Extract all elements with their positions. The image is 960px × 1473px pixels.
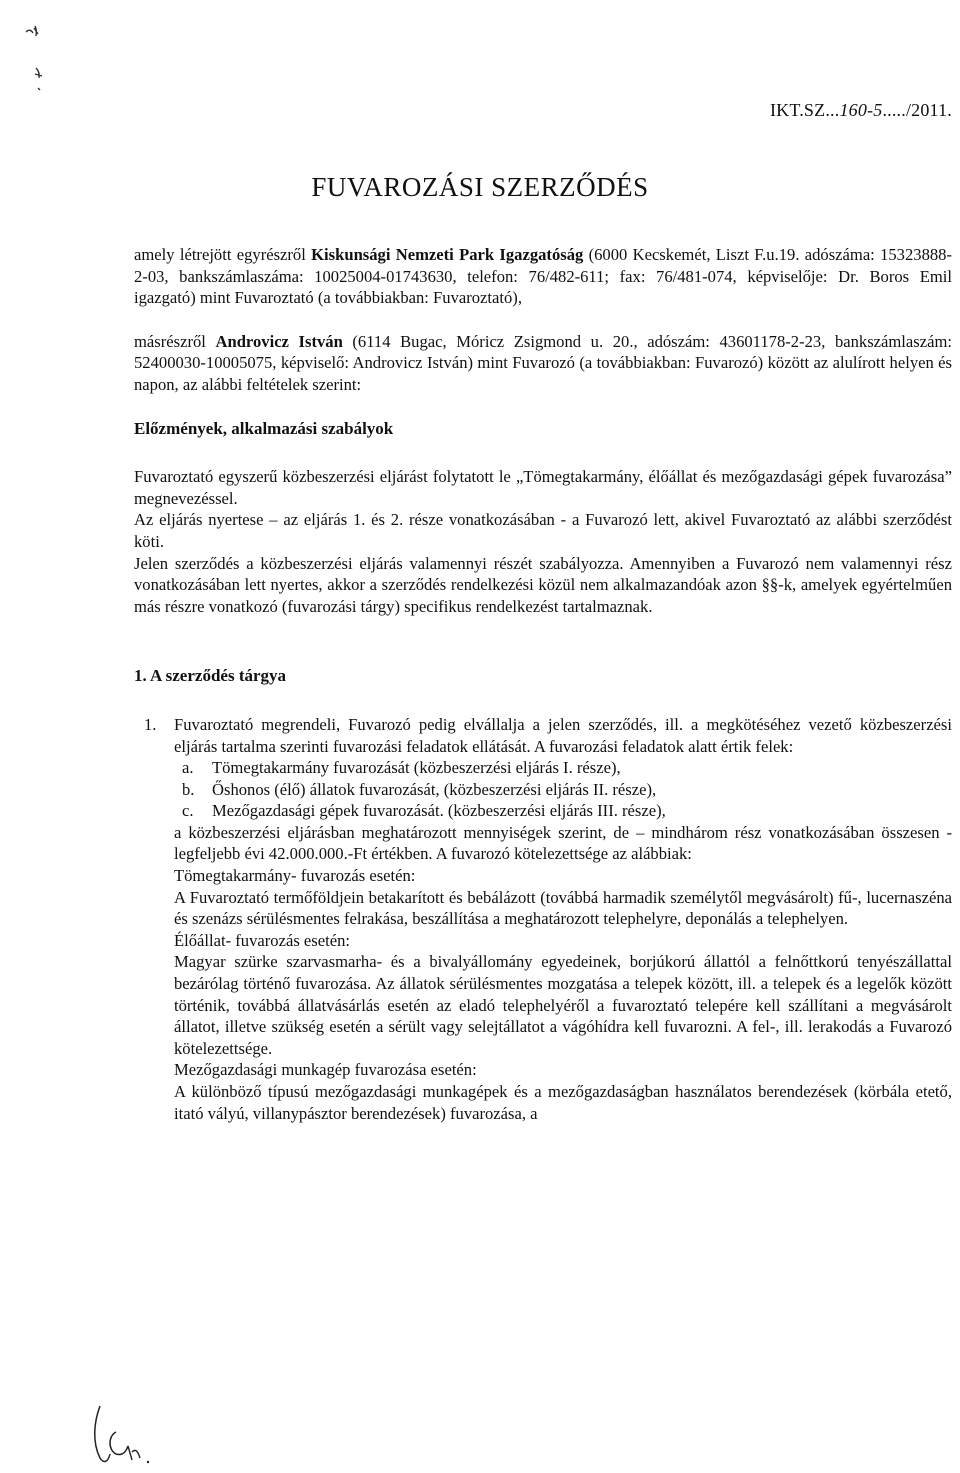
ref-dots-right: ..... [882, 100, 906, 120]
list-letter: b. [182, 779, 195, 799]
handwritten-initials [86, 1402, 156, 1468]
after-list-paragraph: a közbeszerzési eljárásban meghatározott mennyiségek szerint, de – mindhárom rész vonatkozásában összesen - legfeljebb évi 42.000.000.-Ft értékben. A fuvarozó kötelezettsége az alábbiak: [174, 822, 952, 864]
pen-mark-top-left [22, 18, 52, 98]
section-heading-preliminaries: Előzmények, alkalmazási szabályok [134, 418, 394, 438]
preliminaries-paragraph-1: Fuvaroztató egyszerű közbeszerzési eljárást folytatott le „Tömegtakarmány, élőállat és mezőgazdasági gépek fuvarozása” megnevezéssel. [134, 467, 952, 508]
party-2-name: Androvicz István [215, 331, 343, 351]
registration-number [700, 100, 952, 121]
list-item-text: Őshonos (élő) állatok fuvarozását, (közbeszerzési eljárás II. része), [212, 779, 657, 799]
intro-p2-rest: (6114 Bugac, Móricz Zsigmond u. 20., adószám: 43601178-2-23, bankszámlaszám: 52400030-10005075, képviselő: Androvicz István) mint Fuvarozó (a továbbiakban: Fuvarozó) között az alulírott helyen és napon, az alábbi feltételek szerint: [134, 331, 952, 394]
subheading-livestock: Élőállat- fuvarozás esetén: [174, 930, 350, 950]
preliminaries-paragraph-3: Jelen szerződés a közbeszerzési eljárás valamennyi részét szabályozza. Amennyiben a Fuvarozó nem valamennyi rész vonatkozásában lett nyertes, akkor a szerződés rendelkezési közül nem alkalmazandóak azon §§-k, amelyek egyértelműen más részre vonatkozó (fuvarozási tárgy) specifikus rendelkezést tartalmaznak. [134, 553, 952, 616]
list-item [182, 779, 952, 801]
ref-suffix: /2011. [905, 100, 952, 120]
item-number: 1. [144, 714, 157, 734]
list-item-text: Mezőgazdasági gépek fuvarozását. (közbeszerzési eljárás III. része), [212, 801, 666, 821]
ref-prefix: IKT.SZ. [769, 100, 831, 120]
list-letter: c. [182, 801, 194, 821]
subject-list [134, 714, 952, 757]
intro-p2-lead: másrészről [134, 331, 216, 351]
intro-paragraph-1 [134, 244, 952, 309]
ref-handwritten: 160-5 [839, 100, 883, 120]
subheading-forage: Tömegtakarmány- fuvarozás esetén: [174, 866, 416, 886]
intro-p1-lead: amely létrejött egyrészről [134, 245, 312, 264]
subject-item-1 [144, 714, 952, 757]
livestock-paragraph: Magyar szürke szarvasmarha- és a bivalyállomány egyedeinek, borjúkorú állattól a felnőttkorú tenyészállattal bezárólag történő fuvarozása. Az állatok sérülésmentes mozgatása a telepek között, ill. a telepek és a legelők között történik, továbbá állatvásárlás esetén az eladó telephelyéről a fuvaroztató telepére kell szállítani a megvásárolt állatot, illetve szükség esetén a sérült vagy selejtállatot a vágóhídra kell fuvarozni. A fel-, ill. lerakodás a Fuvarozó kötelezettsége. [174, 952, 952, 1058]
intro-paragraph-2 [134, 331, 952, 396]
party-1-name: Kiskunsági Nemzeti Park Igazgatóság [311, 245, 584, 264]
list-item [182, 757, 952, 779]
forage-paragraph: A Fuvaroztató termőföldjein betakarított és bebálázott (továbbá harmadik személytől megvásárolt) fű-, lucernaszéna és szenázs sérülésmentes felrakása, beszállítása a meghatározott telephelyre, deponálás a telephelyen. [174, 887, 952, 929]
document-title: FUVAROZÁSI SZERZŐDÉS [311, 172, 649, 202]
intro-p1-rest: (6000 Kecskemét, Liszt F.u.19. adószáma: 15323888-2-03, bankszámlaszáma: 10025004-01743630, telefon: 76/482-611; fax: 76/481-074, képviselője: Dr. Boros Emil igazgató) mint Fuvaroztató (a továbbiakban: Fuvaroztató), [134, 245, 952, 308]
document-body [134, 244, 952, 1124]
list-letter: a. [182, 758, 194, 778]
list-item-text: Tömegtakarmány fuvarozását (közbeszerzési eljárás I. része), [212, 758, 621, 778]
subheading-machinery: Mezőgazdasági munkagép fuvarozása esetén: [174, 1060, 477, 1080]
transport-types-list [134, 757, 952, 822]
obligations-block [134, 822, 952, 1124]
item-1-text: Fuvaroztató megrendeli, Fuvarozó pedig elvállalja a jelen szerződés, ill. a megkötéséhez vezető közbeszerzési eljárás tartalma szerinti fuvarozási feladatok ellátását. A fuvarozási feladatok alatt értik felek: [174, 714, 952, 756]
list-item [182, 800, 952, 822]
preliminaries-paragraph-2: Az eljárás nyertese – az eljárás 1. és 2. része vonatkozásában - a Fuvarozó lett, akivel Fuvaroztató az alábbi szerződést köti. [134, 510, 952, 551]
machinery-paragraph: A különböző típusú mezőgazdasági munkagépek és a mezőgazdaságban használatos berendezések (körbála etető, itató vályú, villanypásztor berendezések) fuvarozása, a [174, 1082, 952, 1123]
section-heading-subject: 1. A szerződés tárgya [134, 666, 287, 686]
ref-dots-left: .. [830, 100, 840, 120]
